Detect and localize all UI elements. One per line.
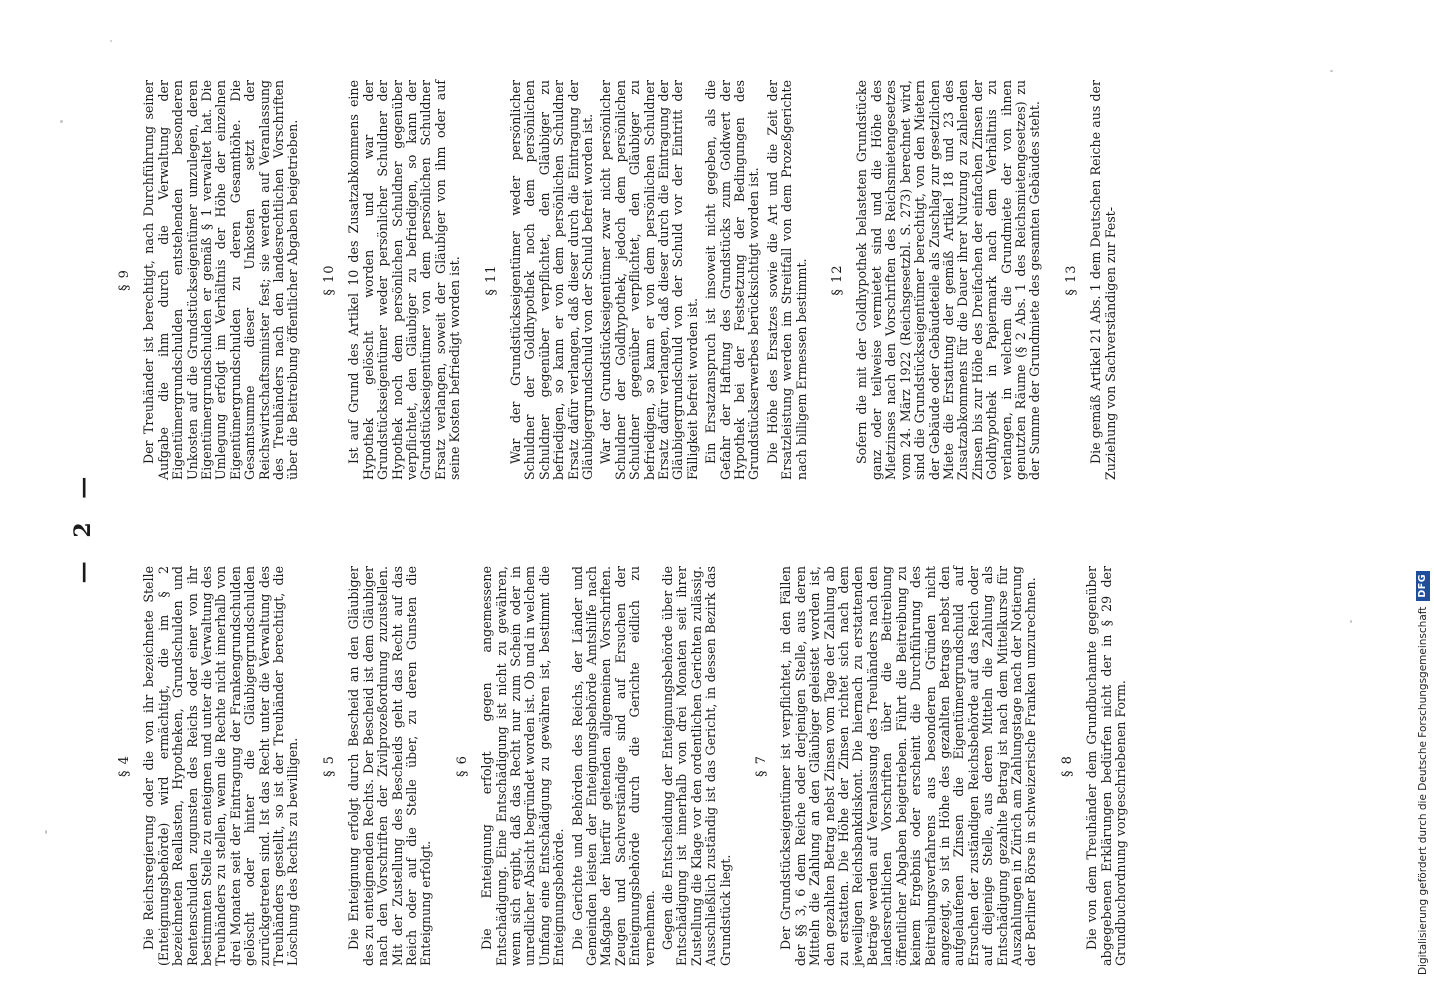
section-paragraph: Ist auf Grund des Artikel 10 des Zusatzabkommens eine Hypothek gelöscht worden und war der Grundstückseigentümer weder persönlicher Schuldner der Hypothek noch dem persönlichen Schuldner gegenüber verpflichtet, den Gläubiger zu befriedigen, so kann der Grundstückseigentümer von dem persönlichen Schuldner Ersatz verlangen, soweit der Gläubiger von ihm oder auf seine Kosten befriedigt worden ist. <box>346 80 463 480</box>
document-page <box>68 80 1128 966</box>
page-number: — 2 — <box>70 468 96 584</box>
section-paragraph: Gegen die Entscheidung der Enteignungsbehörde über die Entschädigung ist innerhalb von drei Monaten seit ihrer Zustellung die Klage vor den ordentlichen Gerichten zulässig. Ausschließlich zuständig ist das Gericht, in dessen Bezirk das Grundstück liegt. <box>660 566 733 966</box>
section-heading: § 12 <box>830 264 846 296</box>
section-heading: § 4 <box>117 755 132 777</box>
section-paragraph: Die Enteignung erfolgt durch Bescheid an den Gläubiger des zu enteignenden Rechts. Der Bescheid ist dem Gläubiger nach den Vorschriften der Zivilprozeßordnung zuzustellen. Mit der Zustellung des Bescheids geht das Recht auf das Reich oder auf die Stelle über, zu deren Gunsten die Enteignung erfolgt. <box>346 566 434 966</box>
dfg-logo: DFG <box>1416 571 1430 601</box>
section-paragraph: Der Treuhänder ist berechtigt, nach Durchführung seiner Aufgabe die ihm durch die Verwaltung der Eigentümergrundschulden entstehenden besonderen Unkosten auf die Grundstückseigentümer umzulegen, deren Eigentümergrundschulden er gemäß § 1 verwaltet hat. Die Umlegung erfolgt im Verhältnis der Höhe der einzelnen Eigentümergrundschulden zu deren Gesamthöhe. Die Gesamtsumme dieser Unkosten setzt der Reichswirtschaftsminister fest; sie werden auf Veranlassung des Treuhänders nach den landesrechtlichen Vorschriften über die Beitreibung öffentlicher Abgaben beigetrieben. <box>141 80 301 480</box>
section-paragraph: Sofern die mit der Goldhypothek belasteten Grundstücke ganz oder teilweise vermietet sind und die Höhe des Mietzinses nach den Vorschriften des Reichsmietengesetzes vom 24. März 1922 (Reichsgesetzbl. S. 273) berechnet wird, sind die Grundstückseigentümer berechtigt, von den Mietern der Gebäude oder Gebäudeteile als Zuschlag zur gesetzlichen Miete die Erstattung der gemäß Artikel 18 und 23 des Zusatzabkommens für die Dauer ihrer Nutzung zu zahlenden Zinsen bis zur Höhe des Dreifachen der einfachen Zinsen der Goldhypothek in Papiermark nach dem Verhältnis zu verlangen, in welchem die Grundmiete der von ihnen genutzten Räume (§ 2 Abs. 1 des Reichsmietengesetzes) zu der Summe der Grundmiete des gesamten Gebäudes steht. <box>854 80 1043 480</box>
section-heading: § 13 <box>1063 264 1079 296</box>
scan-speck <box>60 120 63 123</box>
section-paragraph: Die Enteignung erfolgt gegen angemessene Entschädigung. Eine Entschädigung ist nicht zu gewähren, wenn sich ergibt, daß das Recht nur zum Schein oder in unredlicher Absicht begründet worden ist. Ob und in welchem Umfang eine Entschädigung zu gewähren ist, bestimmt die Enteignungsbehörde. <box>479 566 567 966</box>
section-heading: § 8 <box>1059 755 1075 777</box>
section-paragraph: War der Grundstückseigentümer weder persönlicher Schuldner der Goldhypothek noch dem persönlichen Schuldner gegenüber verpflichtet, den Gläubiger zu befriedigen, so kann er von dem persönlichen Schuldner Ersatz dafür verlangen, daß dieser durch die Eintragung der Gläubigergrundschuld von der Schuld befreit worden ist. <box>507 80 595 480</box>
section-paragraph: Ein Ersatzanspruch ist insoweit nicht gegeben, als die Gefahr der Haftung des Grundstücks zum Goldwert der Hypothek bei der Festsetzung der Bedingungen des Grundstückserwerbes berücksichtigt worden ist. <box>703 80 762 480</box>
left-column <box>118 566 1132 966</box>
scan-speck <box>110 40 112 42</box>
section-paragraph: Die von dem Treuhänder dem Grundbuchamte gegenüber abgegebenen Erklärungen bedürfen nicht der in § 29 der Grundbuchordnung vorgeschriebenen Form. <box>1084 566 1128 966</box>
section-heading: § 9 <box>117 269 132 291</box>
digitization-credit <box>1414 0 1432 975</box>
scan-speck <box>1330 70 1333 72</box>
section-paragraph: Die gemäß Artikel 21 Abs. 1 dem Deutschen Reiche aus der Zuziehung von Sachverständigen zur Fest- <box>1088 80 1118 480</box>
section-paragraph: Die Gerichte und Behörden des Reichs, der Länder und Gemeinden leisten der Enteignungsbehörde Amtshilfe nach Maßgabe der hierfür geltenden allgemeinen Vorschriften. Zeugen und Sachverständige sind auf Ersuchen der Enteignungsbehörde durch die Gerichte eidlich zu vernehmen. <box>569 566 657 966</box>
section-heading: § 10 <box>321 264 337 296</box>
section-heading: § 6 <box>454 755 470 777</box>
section-heading: § 7 <box>754 755 770 777</box>
section-heading: § 5 <box>321 755 337 777</box>
right-column <box>118 80 1122 480</box>
scan-speck <box>1350 620 1352 623</box>
credit-text: Digitalisierung gefördert durch die Deutsche Forschungsgemeinschaft <box>1417 606 1429 975</box>
scan-speck <box>45 830 47 834</box>
section-paragraph: Die Reichsregierung oder die von ihr bezeichnete Stelle (Enteignungsbehörde) wird ermächtigt, die im § 2 bezeichneten Reallasten, Hypotheken, Grundschulden und Rentenschulden zugunsten des Reichs oder einer von ihr bestimmten Stelle zu enteignen und unter die Verwaltung des Treuhänders zu stellen, wenn die Rechte nicht innerhalb von drei Monaten seit der Eintragung der Frankengrundschulden gelöscht oder hinter die Gläubigergrundschulden zurückgetreten sind. Ist das Recht unter die Verwaltung des Treuhänders gestellt, so ist der Treuhänder berechtigt, die Löschung des Rechts zu bewilligen. <box>141 566 301 966</box>
section-paragraph: Die Höhe des Ersatzes sowie die Art und die Zeit der Ersatzleistung werden im Streitfall von dem Prozeßgerichte nach billigem Ermessen bestimmt. <box>764 80 809 480</box>
section-heading: § 11 <box>483 264 499 296</box>
section-paragraph: War der Grundstückseigentümer zwar nicht persönlicher Schuldner der Goldhypothek, jedoch dem persönlichen Schuldner gegenüber verpflichtet, den Gläubiger zu befriedigen, so kann er von dem persönlichen Schuldner Ersatz dafür verlangen, daß dieser durch die Eintragung der Gläubigergrundschuld von der Schuld vor der Eintritt der Fälligkeit befreit worden ist. <box>598 80 700 480</box>
section-paragraph: Der Grundstückseigentümer ist verpflichtet, in den Fällen der §§ 3, 6 dem Reiche oder derjenigen Stelle, aus deren Mitteln die Zahlung an den Gläubiger geleistet worden ist, den gezahlten Betrag nebst Zinsen vom Tage der Zahlung ab zu erstatten. Die Höhe der Zinsen richtet sich nach dem jeweiligen Reichsbankdiskont. Die hiernach zu erstattenden Beträge werden auf Veranlassung des Treuhänders nach den landesrechtlichen Vorschriften über die Beitreibung öffentlicher Abgaben beigetrieben. Führt die Beitreibung zu keinem Ergebnis oder erscheint die Durchführung des Beitreibungsverfahrens aus besonderen Gründen nicht angezeigt, so ist in Höhe des gezahlten Betrags nebst den aufgelaufenen Zinsen die Eigentümergrundschuld auf Ersuchen der zuständigen Reichsbehörde auf das Reich oder auf diejenige Stelle, aus deren Mitteln die Zahlung als Entschädigung gezahlte Betrag ist nach dem Mittelkurse für Auszahlungen in Zürich am Zahlungstage nach der Notierung der Berliner Börse in schweizerische Franken umzurechnen. <box>778 566 1039 966</box>
